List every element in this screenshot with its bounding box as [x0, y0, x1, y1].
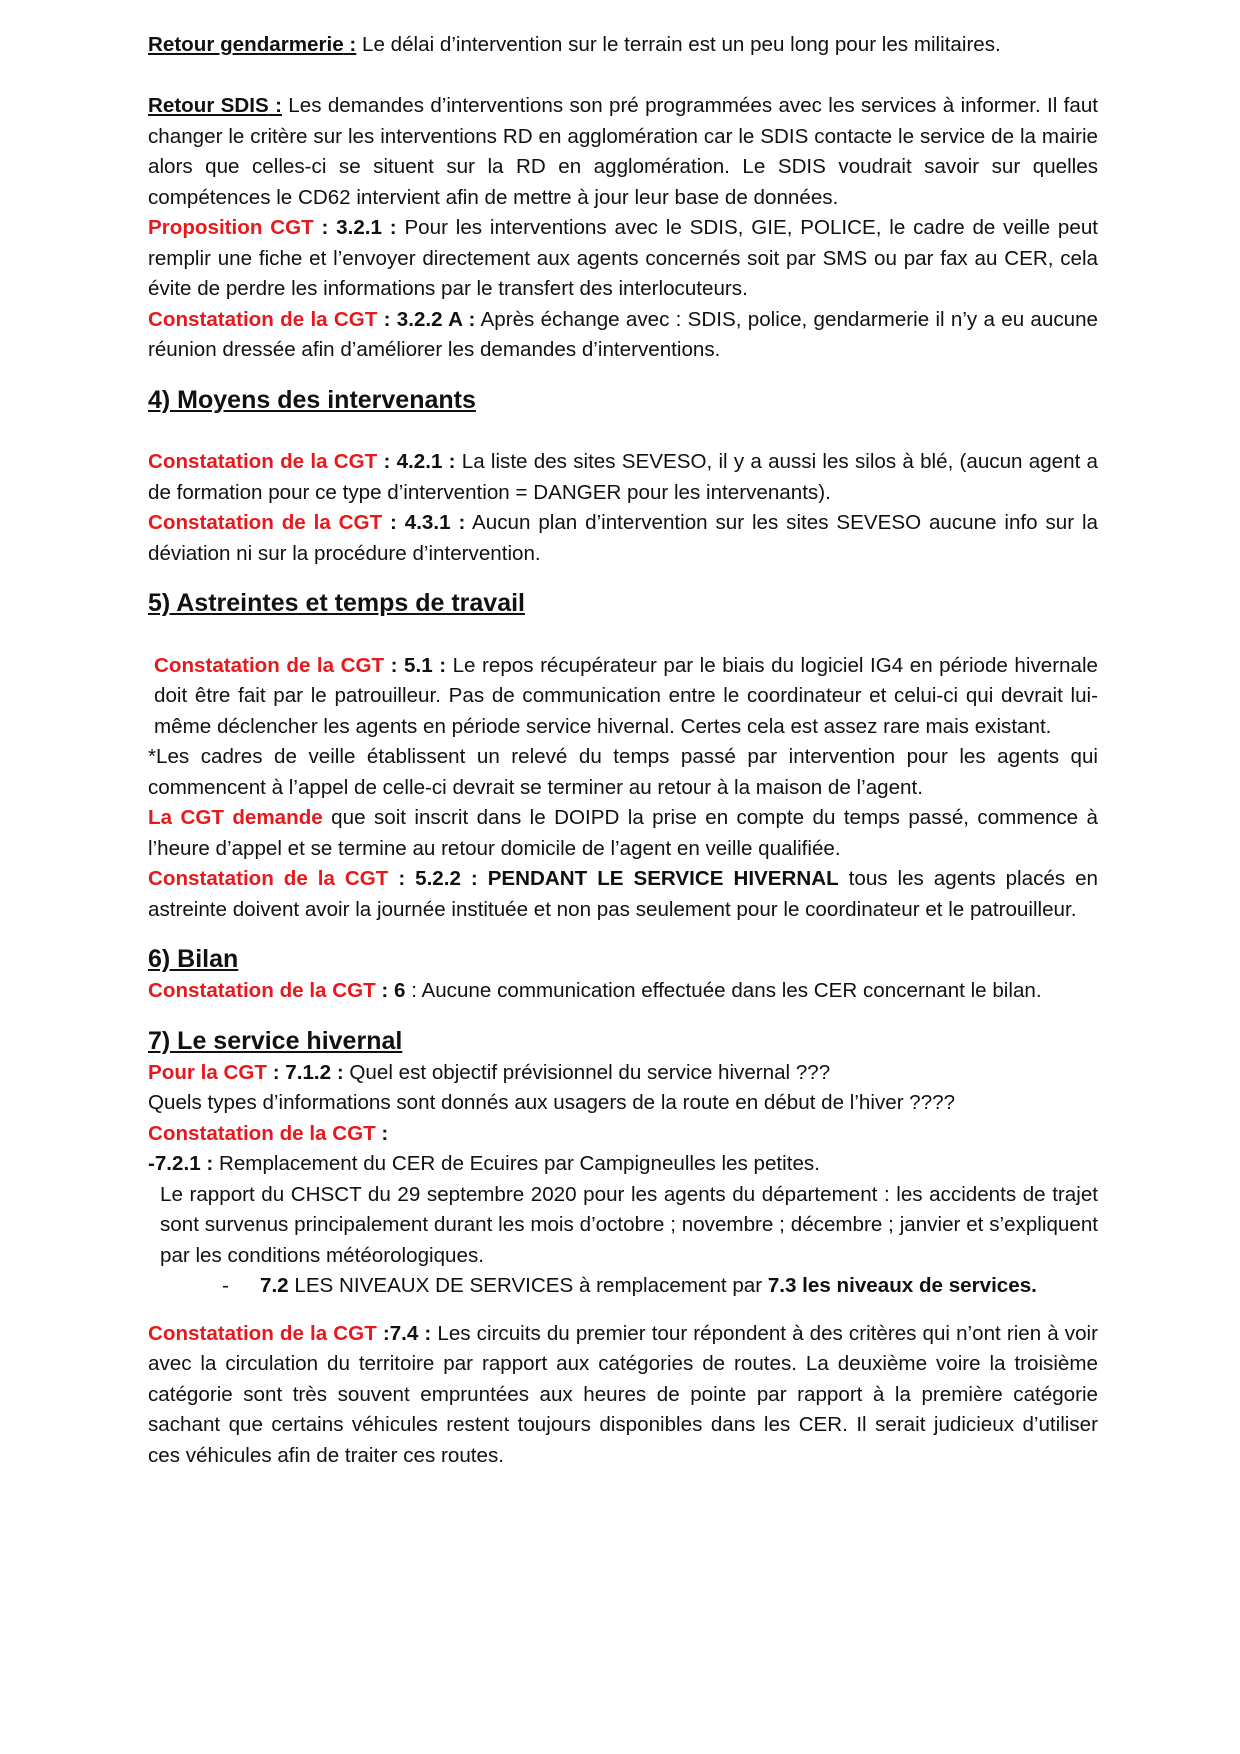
item-721-ref: -7.2.1 :	[148, 1152, 214, 1175]
constatation-ref: : 4.2.1 :	[377, 450, 456, 473]
usagers-question: Quels types d’informations sont donnés aux usagers de la route en début de l’hiver ????	[148, 1091, 956, 1114]
rapport-chsct-paragraph: Le rapport du CHSCT du 29 septembre 2020 pour les agents du département : les accidents de trajet sont survenus principalement durant les mois d’octobre ; novembre ; décembre ; janvier et s’expliquent par les conditions météorologiques.	[160, 1182, 1098, 1267]
constatation-text: tous les agents placés en astreinte doivent avoir la journée instituée et non pas seulement pour le coordinateur et le patrouilleur.	[148, 867, 1098, 921]
proposition-label: Proposition CGT	[148, 216, 314, 239]
constatation-ref: : 6	[375, 979, 406, 1002]
service-hivernal-emphasis: PENDANT LE SERVICE HIVERNAL	[477, 867, 839, 890]
proposition-text: Pour les interventions avec le SDIS, GIE, POLICE, le cadre de veille peut remplir une fiche et l’envoyer directement aux agents concernés soit par SMS ou par fax au CER, cela évite de perdre les informations par le transfert des interlocuteurs.	[148, 216, 1098, 300]
constatation-text: Le repos récupérateur par le biais du logiciel IG4 en période hivernale doit être fait par le patrouilleur. Pas de communication entre le coordinateur et celui-ci qui devrait lui-même déclencher les agents en période service hivernal. Certes cela est assez rare mais existant.	[154, 653, 1098, 738]
bullet-dash: -	[222, 1274, 229, 1297]
constatation-74-paragraph	[148, 1319, 1098, 1472]
section-7-heading: 7) Le service hivernal	[148, 1026, 403, 1055]
constatation-ref: :7.4 :	[376, 1321, 432, 1345]
constatation-text: Les circuits du premier tour répondent à des critères qui n’ont rien à voir avec la circulation du territoire par rapport aux catégories de routes. La deuxième voire la troisième catégorie sont très souvent empruntées aux heures de pointe par rapport à la première catégorie sachant que certains véhicules restent toujours disponibles dans les CER. Il serait judicieux d’utiliser ces véhicules afin de traiter ces routes.	[148, 1321, 1098, 1467]
constatation-ref: : 5.2.2 :	[388, 867, 478, 890]
pour-cgt-label: Pour la CGT	[148, 1060, 267, 1084]
retour-gendarmerie-label: Retour gendarmerie	[148, 33, 344, 56]
constatation-ref: : 3.2.2 A :	[377, 307, 476, 331]
document-body	[148, 30, 1098, 1471]
retour-sdis-colon: :	[268, 94, 282, 117]
bullet-text: LES NIVEAUX DE SERVICES à remplacement par	[288, 1274, 768, 1297]
constatation-6-paragraph	[148, 976, 1098, 1007]
section-5-heading: 5) Astreintes et temps de travail	[148, 589, 525, 617]
constatation-label: Constatation de la CGT	[148, 450, 378, 473]
constatation-text: La liste des sites SEVESO, il y a aussi les silos à blé, (aucun agent a de formation pour ce type d’intervention = DANGER pour les intervenants).	[148, 450, 1098, 504]
constatation-51-paragraph	[148, 651, 1098, 743]
section-6-heading: 6) Bilan	[148, 945, 239, 973]
proposition-ref: : 3.2.1 :	[313, 216, 397, 239]
constatation-522-paragraph	[148, 864, 1098, 925]
bullet-ref-73: 7.3 les niveaux de services.	[767, 1274, 1037, 1297]
constatation-ref: : 5.1 :	[384, 653, 447, 677]
constatation-label: Constatation de la CGT	[148, 511, 383, 534]
constatation-421-paragraph	[148, 447, 1098, 508]
proposition-321-paragraph	[148, 213, 1098, 305]
cgt-demande-text: que soit inscrit dans le DOIPD la prise en compte du temps passé, commence à l’heure d’appel et se termine au retour domicile de l’agent en veille qualifiée.	[148, 806, 1098, 860]
constatation-label: Constatation de la CGT	[154, 653, 385, 677]
niveaux-services-bullet	[148, 1271, 1098, 1302]
retour-sdis-paragraph	[148, 91, 1098, 213]
constatation-label: Constatation de la CGT	[148, 867, 389, 890]
retour-gendarmerie-text: Le délai d’intervention sur le terrain est un peu long pour les militaires.	[356, 33, 1001, 56]
item-721-paragraph	[148, 1149, 1098, 1180]
pour-cgt-text: Quel est objectif prévisionnel du service hivernal ???	[343, 1060, 831, 1084]
cgt-demande-label: La CGT demande	[148, 806, 323, 829]
retour-sdis-label: Retour SDIS	[148, 94, 269, 117]
constatation-322a-paragraph	[148, 305, 1098, 366]
constatation-text: Après échange avec : SDIS, police, gendarmerie il n’y a eu aucune réunion dressée afin d’améliorer les demandes d’interventions.	[148, 307, 1098, 361]
retour-sdis-text: Les demandes d’interventions son pré programmées avec les services à informer. Il faut changer le critère sur les interventions RD en agglomération car le SDIS contacte le service de la mairie alors que celles-ci se situent sur la RD en agglomération. Le SDIS voudrait savoir sur quelles compétences le CD62 intervient afin de mettre à jour leur base de données.	[148, 94, 1099, 209]
constatation-ref: :	[375, 1121, 389, 1145]
cadres-veille-note: *Les cadres de veille établissent un relevé du temps passé par intervention pour les agents qui commencent à l’appel de celle-ci devrait se terminer au retour à la maison de l’agent.	[148, 745, 1098, 799]
constatation-label: Constatation de la CGT	[148, 307, 378, 331]
pour-cgt-712-paragraph	[148, 1058, 1098, 1089]
constatation-label: Constatation de la CGT	[148, 1321, 377, 1345]
retour-gendarmerie-colon: :	[343, 33, 357, 56]
constatation-7-heading-line	[148, 1119, 1098, 1150]
cgt-demande-paragraph	[148, 803, 1098, 864]
constatation-431-paragraph	[148, 508, 1098, 569]
constatation-text: Aucun plan d’intervention sur les sites SEVESO aucune info sur la déviation ni sur la procédure d’intervention.	[148, 511, 1098, 565]
pour-cgt-ref: : 7.1.2 :	[267, 1060, 344, 1084]
constatation-label: Constatation de la CGT	[148, 1121, 376, 1145]
constatation-ref: : 4.3.1 :	[382, 511, 466, 534]
bullet-ref-72: 7.2	[260, 1274, 289, 1297]
item-721-text: Remplacement du CER de Ecuires par Campigneulles les petites.	[213, 1152, 820, 1175]
constatation-text: : Aucune communication effectuée dans les CER concernant le bilan.	[405, 979, 1042, 1002]
constatation-label: Constatation de la CGT	[148, 979, 376, 1002]
section-4-heading: 4) Moyens des intervenants	[148, 385, 476, 414]
retour-gendarmerie-paragraph	[148, 30, 1098, 61]
